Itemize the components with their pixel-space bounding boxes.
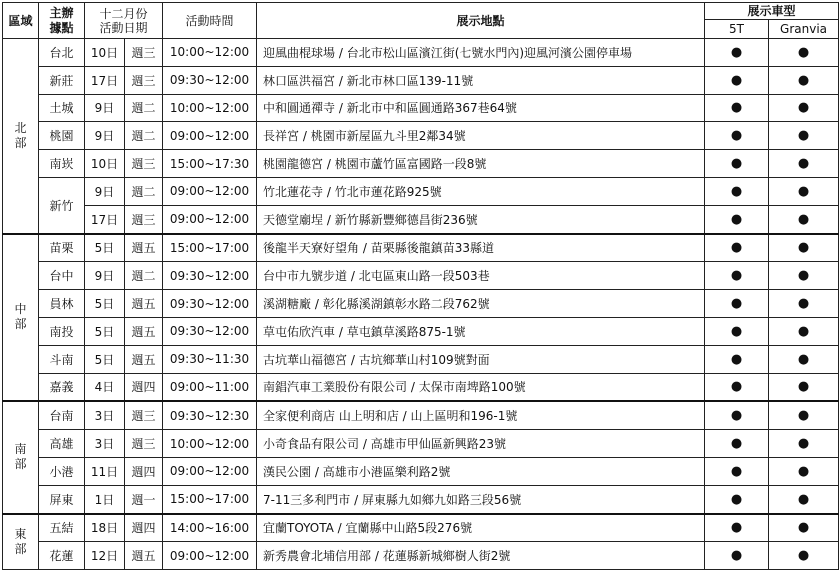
location-cell: 迎風曲棍球場 / 台北市松山區濱江街(七號水門內)迎風河濱公園停車場 (257, 39, 705, 67)
model-5t-dot: ● (705, 150, 769, 178)
table-row (3, 290, 839, 318)
weekday-cell: 週二 (125, 94, 163, 122)
weekday-cell: 週四 (125, 457, 163, 485)
table-body (3, 39, 839, 570)
weekday-cell: 週五 (125, 317, 163, 345)
date-cell: 10日 (85, 150, 125, 178)
weekday-cell: 週二 (125, 262, 163, 290)
host-cell: 屏東 (39, 485, 85, 513)
location-cell: 7-11三多利門市 / 屏東縣九如鄉九如路三段56號 (257, 485, 705, 513)
weekday-cell: 週四 (125, 514, 163, 542)
date-cell: 3日 (85, 430, 125, 458)
date-cell: 5日 (85, 317, 125, 345)
host-cell: 斗南 (39, 345, 85, 373)
location-cell: 竹北蓮花寺 / 竹北市蓮花路925號 (257, 177, 705, 205)
model-granvia-dot: ● (769, 205, 839, 233)
model-granvia-dot: ● (769, 430, 839, 458)
weekday-cell: 週二 (125, 122, 163, 150)
model-5t-dot: ● (705, 234, 769, 262)
region-north-label: 北部 (14, 120, 27, 150)
header-region: 區域 (3, 3, 39, 39)
model-5t-dot: ● (705, 401, 769, 429)
host-cell: 新竹 (39, 177, 85, 233)
header-model-5t: 5T (705, 20, 769, 39)
location-cell: 長祥宮 / 桃園市新屋區九斗里2鄰34號 (257, 122, 705, 150)
date-cell: 9日 (85, 122, 125, 150)
weekday-cell: 週三 (125, 401, 163, 429)
location-cell: 全家便利商店 山上明和店 / 山上區明和196-1號 (257, 401, 705, 429)
time-cell: 09:00~12:00 (163, 122, 257, 150)
host-cell: 五結 (39, 514, 85, 542)
table-row (3, 234, 839, 262)
table-row (3, 317, 839, 345)
time-cell: 14:00~16:00 (163, 514, 257, 542)
time-cell: 09:00~12:00 (163, 205, 257, 233)
time-cell: 09:30~12:00 (163, 262, 257, 290)
model-5t-dot: ● (705, 485, 769, 513)
table-row (3, 66, 839, 94)
host-cell: 台南 (39, 401, 85, 429)
model-5t-dot: ● (705, 94, 769, 122)
time-cell: 15:00~17:00 (163, 234, 257, 262)
location-cell: 新秀農會北埔信用部 / 花蓮縣新城鄉樹人街2號 (257, 542, 705, 570)
location-cell: 天德堂廟埕 / 新竹縣新豐鄉德昌街236號 (257, 205, 705, 233)
model-granvia-dot: ● (769, 122, 839, 150)
model-granvia-dot: ● (769, 514, 839, 542)
host-cell: 小港 (39, 457, 85, 485)
time-cell: 09:30~12:00 (163, 290, 257, 318)
region-central-label: 中部 (14, 302, 27, 332)
region-south (3, 401, 39, 513)
model-granvia-dot: ● (769, 317, 839, 345)
location-cell: 後龍半天寮好望角 / 苗栗縣後龍鎮苗33縣道 (257, 234, 705, 262)
table-row (3, 177, 839, 205)
model-granvia-dot: ● (769, 94, 839, 122)
weekday-cell: 週五 (125, 542, 163, 570)
model-5t-dot: ● (705, 39, 769, 67)
header-time: 活動時間 (163, 3, 257, 39)
header-host (39, 3, 85, 39)
location-cell: 漢民公園 / 高雄市小港區樂利路2號 (257, 457, 705, 485)
model-5t-dot: ● (705, 66, 769, 94)
model-5t-dot: ● (705, 205, 769, 233)
date-cell: 9日 (85, 177, 125, 205)
table-row (3, 205, 839, 233)
model-granvia-dot: ● (769, 373, 839, 401)
model-5t-dot: ● (705, 542, 769, 570)
time-cell: 09:00~12:00 (163, 542, 257, 570)
host-cell: 土城 (39, 94, 85, 122)
time-cell: 09:30~12:00 (163, 66, 257, 94)
header-model-granvia: Granvia (769, 20, 839, 39)
location-cell: 宜蘭TOYOTA / 宜蘭縣中山路5段276號 (257, 514, 705, 542)
time-cell: 15:00~17:30 (163, 150, 257, 178)
time-cell: 09:30~11:30 (163, 345, 257, 373)
table-row (3, 514, 839, 542)
time-cell: 15:00~17:00 (163, 485, 257, 513)
date-cell: 17日 (85, 205, 125, 233)
model-granvia-dot: ● (769, 150, 839, 178)
region-east-label: 東部 (14, 526, 27, 556)
model-5t-dot: ● (705, 514, 769, 542)
date-cell: 1日 (85, 485, 125, 513)
table-row (3, 150, 839, 178)
date-cell: 10日 (85, 39, 125, 67)
time-cell: 09:30~12:30 (163, 401, 257, 429)
date-cell: 11日 (85, 457, 125, 485)
weekday-cell: 週三 (125, 150, 163, 178)
date-cell: 3日 (85, 401, 125, 429)
region-central (3, 234, 39, 402)
table-row (3, 401, 839, 429)
host-cell: 台北 (39, 39, 85, 67)
model-granvia-dot: ● (769, 457, 839, 485)
host-cell: 南崁 (39, 150, 85, 178)
event-schedule-table (2, 2, 839, 570)
time-cell: 10:00~12:00 (163, 39, 257, 67)
weekday-cell: 週三 (125, 205, 163, 233)
date-cell: 18日 (85, 514, 125, 542)
weekday-cell: 週五 (125, 345, 163, 373)
region-east (3, 514, 39, 570)
date-cell: 5日 (85, 345, 125, 373)
weekday-cell: 週四 (125, 373, 163, 401)
model-5t-dot: ● (705, 177, 769, 205)
model-granvia-dot: ● (769, 401, 839, 429)
host-cell: 花蓮 (39, 542, 85, 570)
table-row (3, 457, 839, 485)
host-cell: 嘉義 (39, 373, 85, 401)
model-granvia-dot: ● (769, 485, 839, 513)
weekday-cell: 週三 (125, 39, 163, 67)
weekday-cell: 週三 (125, 66, 163, 94)
location-cell: 台中市九號步道 / 北屯區東山路一段503巷 (257, 262, 705, 290)
header-host-label: 主辦據點 (49, 5, 74, 35)
date-cell: 9日 (85, 262, 125, 290)
date-cell: 5日 (85, 234, 125, 262)
table-row (3, 485, 839, 513)
model-5t-dot: ● (705, 262, 769, 290)
model-granvia-dot: ● (769, 262, 839, 290)
date-cell: 9日 (85, 94, 125, 122)
model-granvia-dot: ● (769, 39, 839, 67)
model-granvia-dot: ● (769, 177, 839, 205)
weekday-cell: 週一 (125, 485, 163, 513)
time-cell: 09:00~11:00 (163, 373, 257, 401)
table-row (3, 430, 839, 458)
header-models: 展示車型 (705, 3, 839, 20)
table-row (3, 345, 839, 373)
header-month-line1: 十二月份 (99, 6, 148, 21)
model-5t-dot: ● (705, 290, 769, 318)
header-date (85, 3, 163, 39)
table-row (3, 542, 839, 570)
time-cell: 09:30~12:00 (163, 317, 257, 345)
region-south-label: 南部 (14, 442, 27, 472)
table-header (3, 3, 839, 39)
host-cell: 桃園 (39, 122, 85, 150)
model-5t-dot: ● (705, 317, 769, 345)
time-cell: 09:00~12:00 (163, 457, 257, 485)
date-cell: 5日 (85, 290, 125, 318)
weekday-cell: 週五 (125, 234, 163, 262)
model-granvia-dot: ● (769, 345, 839, 373)
weekday-cell: 週三 (125, 430, 163, 458)
table-row (3, 122, 839, 150)
host-cell: 苗栗 (39, 234, 85, 262)
model-5t-dot: ● (705, 345, 769, 373)
model-granvia-dot: ● (769, 542, 839, 570)
location-cell: 桃園龍德宮 / 桃園市蘆竹區富國路一段8號 (257, 150, 705, 178)
weekday-cell: 週二 (125, 177, 163, 205)
host-cell: 高雄 (39, 430, 85, 458)
model-granvia-dot: ● (769, 290, 839, 318)
model-granvia-dot: ● (769, 234, 839, 262)
location-cell: 林口區洪福宮 / 新北市林口區139-11號 (257, 66, 705, 94)
table-row (3, 262, 839, 290)
host-cell: 台中 (39, 262, 85, 290)
region-north (3, 39, 39, 234)
time-cell: 10:00~12:00 (163, 94, 257, 122)
date-cell: 4日 (85, 373, 125, 401)
model-5t-dot: ● (705, 457, 769, 485)
location-cell: 古坑華山福德宮 / 古坑鄉華山村109號對面 (257, 345, 705, 373)
date-cell: 17日 (85, 66, 125, 94)
location-cell: 小奇食品有限公司 / 高雄市甲仙區新興路23號 (257, 430, 705, 458)
table-row (3, 94, 839, 122)
time-cell: 10:00~12:00 (163, 430, 257, 458)
host-cell: 南投 (39, 317, 85, 345)
location-cell: 中和圓通禪寺 / 新北市中和區圓通路367巷64號 (257, 94, 705, 122)
header-month-line2: 活動日期 (99, 20, 148, 35)
location-cell: 南錩汽車工業股份有限公司 / 太保市南埤路100號 (257, 373, 705, 401)
model-granvia-dot: ● (769, 66, 839, 94)
date-cell: 12日 (85, 542, 125, 570)
model-5t-dot: ● (705, 373, 769, 401)
table-row (3, 39, 839, 67)
header-location: 展示地點 (257, 3, 705, 39)
location-cell: 草屯佑欣汽車 / 草屯鎮草溪路875-1號 (257, 317, 705, 345)
time-cell: 09:00~12:00 (163, 177, 257, 205)
host-cell: 新莊 (39, 66, 85, 94)
location-cell: 溪湖糖廠 / 彰化縣溪湖鎮彰水路二段762號 (257, 290, 705, 318)
weekday-cell: 週五 (125, 290, 163, 318)
host-cell: 員林 (39, 290, 85, 318)
model-5t-dot: ● (705, 430, 769, 458)
model-5t-dot: ● (705, 122, 769, 150)
table-row (3, 373, 839, 401)
